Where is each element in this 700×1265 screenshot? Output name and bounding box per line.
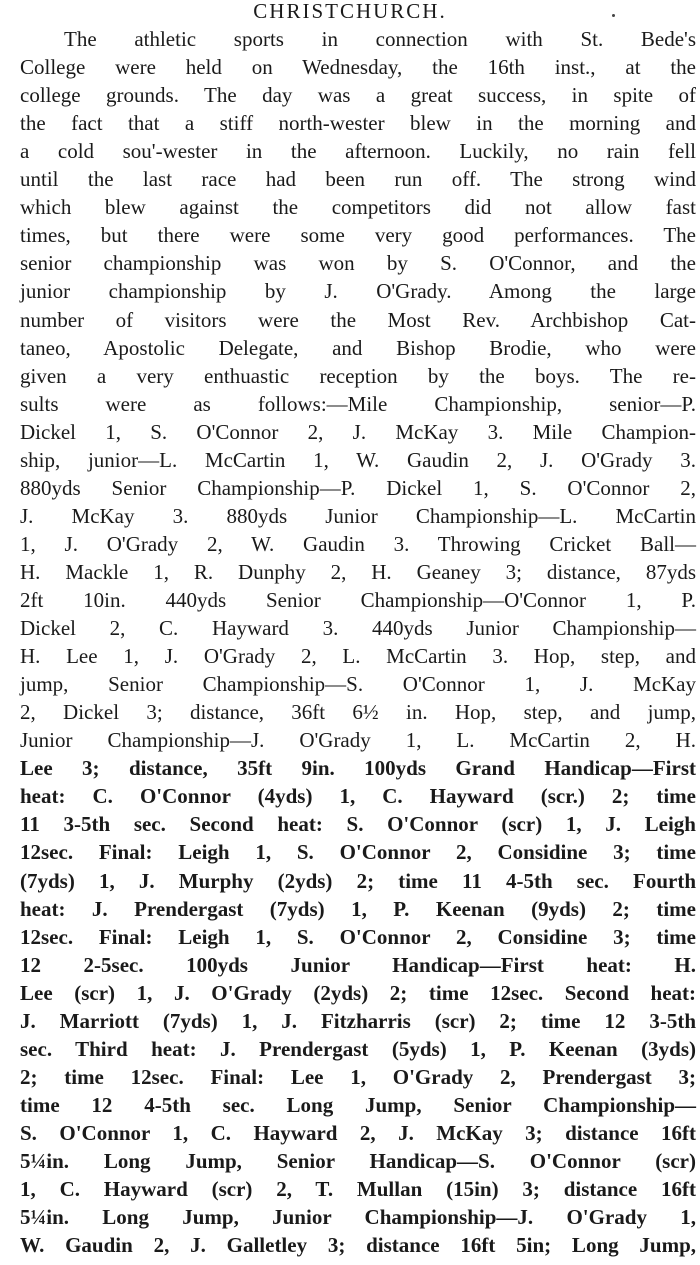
article-line: College were held on Wednesday, the 16th inst., at the (20, 55, 696, 80)
article-line: college grounds. The day was a great success, in spite of (20, 83, 696, 108)
article-line: which blew against the competitors did not allow fast (20, 195, 696, 220)
article-line: Dickel 2, C. Hayward 3. 440yds Junior Championship— (20, 616, 696, 641)
article-line: 12sec. Final: Leigh 1, S. O'Connor 2, Considine 3; time (20, 924, 696, 949)
article-line: Dickel 1, S. O'Connor 2, J. McKay 3. Mile Champion- (20, 419, 696, 444)
article-line: ship, junior—L. McCartin 1, W. Gaudin 2, J. O'Grady 3. (20, 447, 696, 472)
article-line: 2, Dickel 3; distance, 36ft 6½ in. Hop, step, and jump, (20, 700, 696, 725)
article-line: 880yds Senior Championship—P. Dickel 1, S. O'Connor 2, (20, 475, 696, 500)
article-line: 5¼in. Long Jump, Junior Championship—J. O'Grady 1, (20, 1205, 696, 1230)
article-line: junior championship by J. O'Grady. Among the large (20, 279, 696, 304)
article-line: heat: J. Prendergast (7yds) 1, P. Keenan (9yds) 2; time (20, 896, 696, 921)
article-line: number of visitors were the Most Rev. Archbishop Cat- (20, 307, 696, 332)
article-line: 11 3-5th sec. Second heat: S. O'Connor (scr) 1, J. Leigh (20, 812, 696, 837)
article-line: given a very enthuastic reception by the boys. The re- (20, 363, 696, 388)
article-line: 12 2-5sec. 100yds Junior Handicap—First heat: H. (20, 952, 696, 977)
article-line: a cold sou'-wester in the afternoon. Luckily, no rain fell (20, 139, 696, 164)
article-line: J. McKay 3. 880yds Junior Championship—L. McCartin (20, 503, 696, 528)
article-line: times, but there were some very good performances. The (20, 223, 696, 248)
article-line: 2; time 12sec. Final: Lee 1, O'Grady 2, Prendergast 3; (20, 1064, 696, 1089)
article-line: heat: C. O'Connor (4yds) 1, C. Hayward (scr.) 2; time (20, 784, 696, 809)
article-line: 2ft 10in. 440yds Senior Championship—O'Connor 1, P. (20, 588, 696, 612)
article-line: H. Lee 1, J. O'Grady 2, L. McCartin 3. Hop, step, and (20, 644, 696, 669)
article-line: time 12 4-5th sec. Long Jump, Senior Championship— (20, 1092, 696, 1117)
article-line: taneo, Apostolic Delegate, and Bishop Brodie, who were (20, 335, 696, 360)
article-line: S. O'Connor 1, C. Hayward 2, J. McKay 3; distance 16ft (20, 1120, 696, 1145)
article-line: 12sec. Final: Leigh 1, S. O'Connor 2, Considine 3; time (20, 840, 696, 865)
article-heading: CHRISTCHURCH. (253, 0, 447, 23)
article-line: 1, J. O'Grady 2, W. Gaudin 3. Throwing Cricket Ball— (20, 531, 696, 556)
article-line: H. Mackle 1, R. Dunphy 2, H. Geaney 3; distance, 87yds (20, 559, 696, 584)
article-line: 1, C. Hayward (scr) 2, T. Mullan (15in) 3; distance 16ft (20, 1177, 696, 1202)
article-line: sults were as follows:—Mile Championship, senior—P. (20, 391, 696, 416)
article-line: senior championship was won by S. O'Connor, and the (20, 251, 696, 276)
article-line: J. Marriott (7yds) 1, J. Fitzharris (scr) 2; time 12 3-5th (20, 1008, 696, 1033)
article-line: Lee 3; distance, 35ft 9in. 100yds Grand Handicap—First (20, 756, 696, 781)
article-line: the fact that a stiff north-wester blew in the morning and (20, 111, 696, 136)
article-line: until the last race had been run off. The strong wind (20, 167, 696, 192)
article-line: jump, Senior Championship—S. O'Connor 1, J. McKay (20, 672, 696, 697)
article-line: sec. Third heat: J. Prendergast (5yds) 1, P. Keenan (3yds) (20, 1036, 696, 1061)
article-line: (7yds) 1, J. Murphy (2yds) 2; time 11 4-5th sec. Fourth (20, 868, 696, 893)
article-line: Lee (scr) 1, J. O'Grady (2yds) 2; time 12sec. Second heat: (20, 980, 696, 1005)
article-line: Junior Championship—J. O'Grady 1, L. McCartin 2, H. (20, 728, 696, 753)
article-line: W. Gaudin 2, J. Galletley 3; distance 16ft 5in; Long Jump, (20, 1233, 696, 1258)
article-line: 5¼in. Long Jump, Senior Handicap—S. O'Connor (scr) (20, 1149, 696, 1173)
print-speck (612, 14, 615, 17)
article-line: The athletic sports in connection with St. Bede's (64, 27, 696, 51)
